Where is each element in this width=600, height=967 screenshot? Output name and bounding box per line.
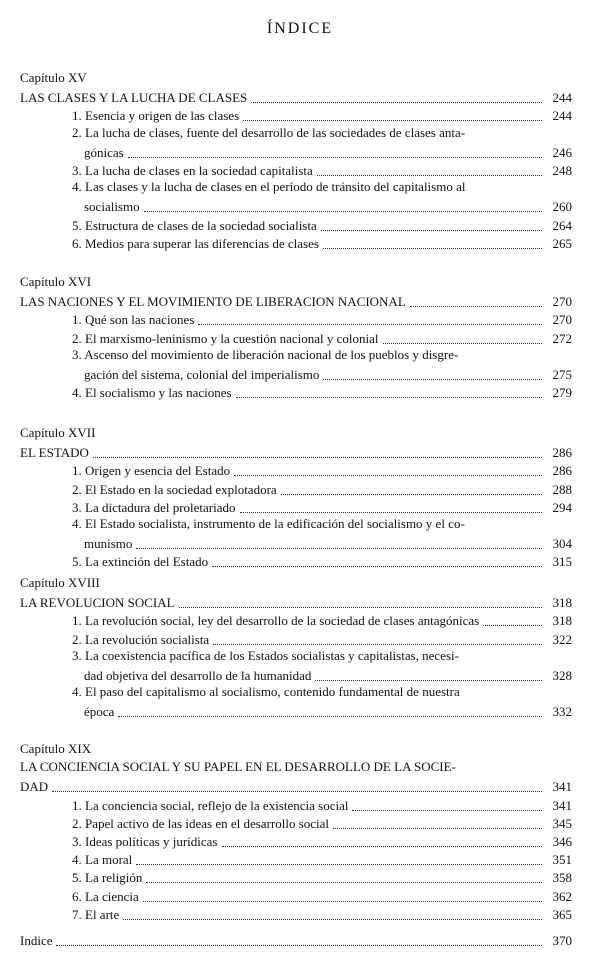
toc-entry [72,796,572,814]
toc-entry [72,814,572,832]
dot-leader [123,918,542,920]
chapter-heading-line-text: DAD [20,779,49,795]
dot-leader [144,210,542,212]
toc-entry-cont [84,197,572,215]
page-number: 294 [552,499,572,515]
page-number: 318 [552,613,572,629]
dot-leader [198,323,542,325]
page-number: 341 [552,779,572,795]
page-number: 358 [552,870,572,886]
toc-entry-text: 5. Estructura de clases de la sociedad socialista [72,217,317,233]
chapter-heading [20,593,572,611]
toc-entry [72,850,572,868]
toc-entry [72,461,572,479]
dot-leader [281,493,542,495]
toc-entry-text: 2. El marxismo-leninismo y la cuestión nacional y colonial [72,330,379,346]
dot-leader [234,474,542,476]
dot-leader [143,900,542,902]
page-number: 365 [552,906,572,922]
toc-entry-text: 3. La dictadura del proletariado [72,499,236,515]
index-entry [20,931,572,949]
toc-entry-text: 2. La revolución socialista [72,631,210,647]
page-number: 370 [552,933,572,948]
page-number: 351 [552,852,572,868]
toc-entry-text: 2. El Estado en la sociedad explotadora [72,481,277,497]
dot-leader [323,247,542,249]
page-number: 265 [552,235,572,251]
toc-entry [72,161,572,179]
toc-entry [72,630,572,648]
dot-leader [136,547,542,549]
page-number: 270 [552,294,572,310]
toc-entry-text: 6. La ciencia [72,888,139,904]
chapter-label: Capítulo XVIII [20,575,100,590]
dot-leader [213,643,542,645]
dot-leader [333,827,542,829]
toc-entry [72,383,572,401]
toc-entry [72,216,572,234]
toc-entry-cont [84,143,572,161]
chapter-heading-line [20,777,572,795]
dot-leader [321,229,542,231]
toc-entry: 2. La lucha de clases, fuente del desarrollo de las sociedades de clases anta- [72,124,466,140]
toc-entry-text: 2. Papel activo de las ideas en el desarrollo social [72,815,330,831]
toc-entry-text: 3. Ideas políticas y jurídicas [72,834,218,849]
page-number: 362 [552,888,572,904]
page-number: 279 [552,385,572,401]
chapter-heading [20,292,572,310]
dot-leader [315,679,542,681]
chapter-heading-text: LAS NACIONES Y EL MOVIMIENTO DE LIBERACION NACIONAL [20,294,406,310]
dot-leader [128,156,542,158]
dot-leader [352,809,542,811]
toc-entry-text: 4. La moral [72,852,133,868]
page-number: 260 [552,199,572,215]
dot-leader [410,305,542,307]
toc-entry-cont-text: munismo [84,536,133,552]
dot-leader [243,119,542,121]
toc-entry-cont-text: gónicas [84,144,124,160]
page-number: 328 [552,668,572,683]
toc-entry-cont [84,534,572,552]
page-number: 264 [552,217,572,233]
toc-entry-text: 1. La revolución social, ley del desarrollo de la sociedad de clases antagónicas [72,613,480,629]
toc-entry-text: 1. Origen y esencia del Estado [72,463,231,479]
index-entry-text: Indice [20,933,53,948]
page-number: 318 [552,595,572,611]
dot-leader [251,101,542,103]
toc-entry: 4. El Estado socialista, instrumento de la edificación del socialismo y el co- [72,516,465,531]
toc-entry-cont-text: época [84,704,115,720]
page-number: 288 [552,481,572,497]
toc-entry [72,905,572,923]
toc-entry-cont-text: gación del sistema, colonial del imperialismo [84,367,320,382]
dot-leader [317,174,542,176]
toc-entry-text: 5. La religión [72,870,143,886]
page-number: 248 [552,163,572,178]
page-number: 315 [552,554,572,570]
dot-leader [383,342,542,344]
dot-leader [118,715,542,717]
toc-entry [72,552,572,570]
toc-entry [72,611,572,629]
page-number: 272 [552,330,572,346]
toc-entry-text: 1. Qué son las naciones [72,312,195,328]
page-number: 341 [552,797,572,813]
toc-entry [72,329,572,347]
dot-leader [179,606,542,608]
toc-entry-text: 7. El arte [72,906,120,922]
chapter-heading [20,443,572,461]
toc-entry-text: 1. Esencia y origen de las clases [72,108,240,124]
dot-leader [323,378,542,380]
dot-leader [483,624,542,626]
chapter-heading [20,88,572,106]
page-number: 275 [552,367,572,382]
toc-entry-cont-text: socialismo [84,199,140,215]
page-number: 286 [552,445,572,461]
chapter-heading-text: LA REVOLUCION SOCIAL [20,595,175,611]
dot-leader [56,944,542,946]
dot-leader [52,790,542,792]
page-title: ÍNDICE [266,20,334,37]
chapter-label: Capítulo XVI [20,274,92,289]
dot-leader [146,881,542,883]
chapter-label: Capítulo XIX [20,741,92,756]
page-number: 332 [552,704,572,720]
toc-entry-cont-text: dad objetiva del desarrollo de la humanidad [84,668,312,683]
chapter-label: Capítulo XVII [20,425,96,440]
toc-entry-text: 6. Medios para superar las diferencias de clases [72,235,319,251]
toc-entry-cont [84,702,572,720]
chapter-heading-text: EL ESTADO [20,445,89,461]
toc-entry: 3. La coexistencia pacífica de los Estados socialistas y capitalistas, necesi- [72,647,459,663]
page-number: 246 [552,144,572,160]
page-number: 322 [552,631,572,647]
dot-leader [222,845,543,847]
toc-entry [72,498,572,516]
toc-entry [72,832,572,850]
toc-entry [72,234,572,252]
toc-entry [72,106,572,124]
chapter-heading-text: LAS CLASES Y LA LUCHA DE CLASES [20,90,248,106]
toc-entry: 3. Ascenso del movimiento de liberación nacional de los pueblos y disgre- [72,346,459,362]
page-number: 346 [552,834,572,849]
toc-entry-text: 3. La lucha de clases en la sociedad capitalista [72,163,313,178]
chapter-heading: LA CONCIENCIA SOCIAL Y SU PAPEL EN EL DESARROLLO DE LA SOCIE- [20,759,456,775]
dot-leader [236,396,542,398]
toc-entry [72,310,572,328]
page-number: 244 [552,90,572,106]
toc-entry [72,887,572,905]
page-number: 286 [552,463,572,479]
toc-entry-text: 5. La extinción del Estado [72,554,209,570]
page-number: 244 [552,108,572,124]
toc-entry-cont [84,365,572,383]
toc-entry: 4. El paso del capitalismo al socialismo, contenido fundamental de nuestra [72,684,460,700]
dot-leader [93,456,542,458]
toc-entry [72,868,572,886]
toc-entry-text: 4. El socialismo y las naciones [72,385,232,401]
page-number: 304 [552,536,572,552]
toc-entry: 4. Las clases y la lucha de clases en el período de tránsito del capitalismo al [72,179,466,195]
dot-leader [212,565,542,567]
dot-leader [136,863,542,865]
toc-entry-cont [84,666,572,684]
page-number: 345 [552,815,572,831]
chapter-label: Capítulo XV [20,70,87,85]
dot-leader [240,511,542,513]
page-number: 270 [552,312,572,328]
toc-entry [72,480,572,498]
toc-entry-text: 1. La conciencia social, reflejo de la existencia social [72,797,349,813]
